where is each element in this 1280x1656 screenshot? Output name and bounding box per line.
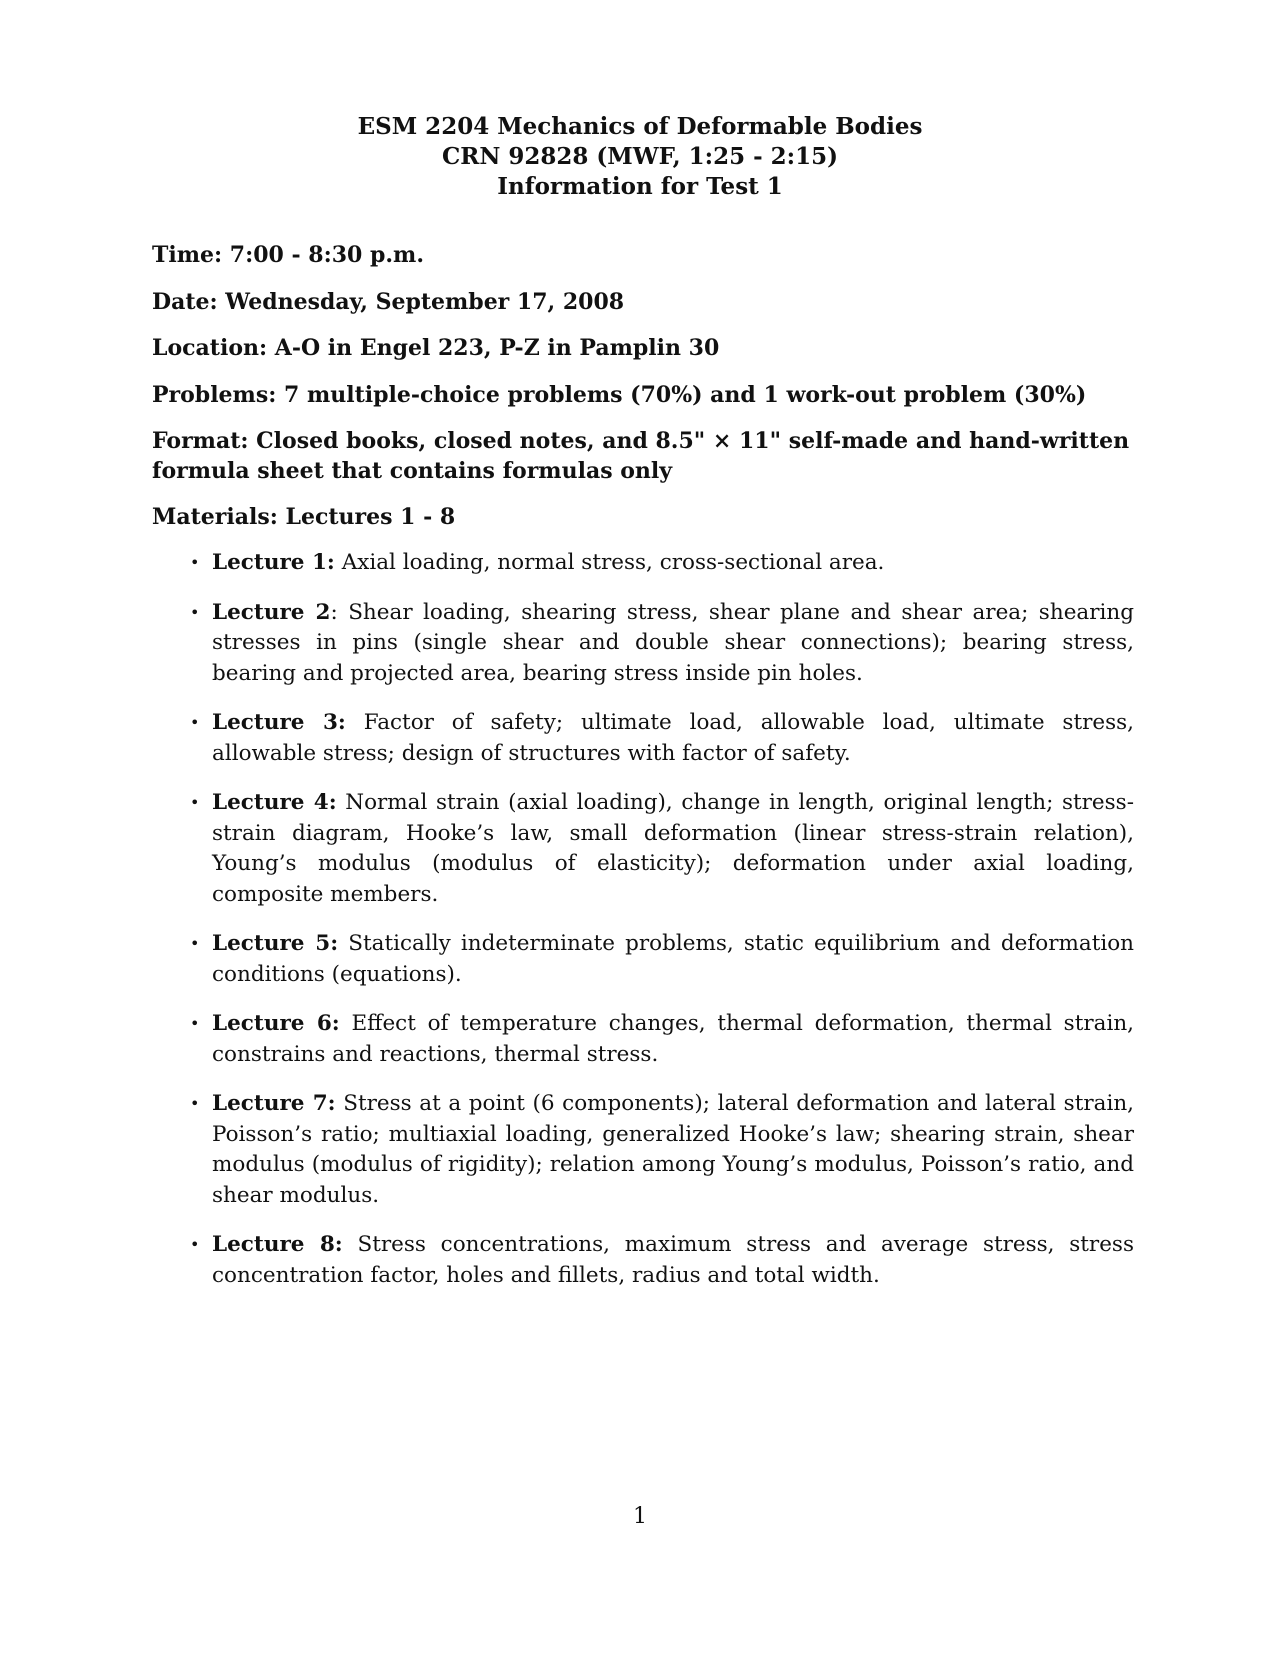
lecture-label: Lecture 5: xyxy=(212,931,339,956)
info-date xyxy=(152,287,1134,317)
lecture-item xyxy=(190,1089,1134,1211)
lecture-item xyxy=(190,929,1135,990)
info-label: Date: xyxy=(152,289,218,315)
info-location xyxy=(152,333,1134,363)
lecture-label: Lecture 8: xyxy=(212,1232,343,1257)
lecture-item xyxy=(190,548,1134,579)
info-value: 7:00 - 8:30 p.m. xyxy=(229,242,424,268)
bullet-icon: • xyxy=(190,934,200,953)
lecture-label: Lecture 6: xyxy=(212,1011,340,1036)
lecture-label: Lecture 3: xyxy=(212,710,346,735)
info-time xyxy=(152,240,1134,270)
lecture-label: Lecture 4: xyxy=(212,790,337,815)
bullet-icon: • xyxy=(190,1094,200,1113)
lecture-item xyxy=(190,1230,1134,1291)
page-number: 1 xyxy=(633,1504,647,1529)
info-label: Location: xyxy=(152,335,268,361)
course-title: ESM 2204 Mechanics of Deformable Bodies xyxy=(357,113,923,140)
info-value: 7 multiple-choice problems (70%) and 1 work-out problem (30%) xyxy=(284,382,1087,408)
bullet-icon: • xyxy=(190,602,200,622)
lecture-label: Lecture 1: xyxy=(212,550,335,575)
title-block xyxy=(0,112,1280,202)
lecture-text: Normal strain (axial loading), change in length, original length; stress-strain diagram, Hooke’s law, small deformation (linear stress-strain relation), Young’s modulus (modulus of elasticity); deformation under axial loading, composite members. xyxy=(212,790,1134,907)
lecture-text: Stress at a point (6 components); lateral deformation and lateral strain, Poisson’s ratio; multiaxial loading, generalized Hooke’s law; shearing strain, shear modulus (modulus of rigidity); relation among Young’s modulus, Poisson’s ratio, and shear modulus. xyxy=(212,1091,1134,1208)
bullet-icon: • xyxy=(190,1014,200,1033)
info-problems xyxy=(152,380,1134,410)
lecture-item xyxy=(190,708,1134,769)
lecture-item xyxy=(190,1009,1135,1070)
document-subtitle: Information for Test 1 xyxy=(497,173,783,200)
lecture-text: Effect of temperature changes, thermal deformation, thermal strain, constrains and reactions, thermal stress. xyxy=(212,1011,1135,1067)
bullet-icon: • xyxy=(190,713,200,732)
info-label: Format: xyxy=(152,428,249,454)
lecture-item xyxy=(190,598,1134,690)
lecture-text: : Shear loading, shearing stress, shear plane and shear area; shearing stresses in pins (single shear and double shear connections); bearing stress, bearing and projected area, bearing stress inside pin holes. xyxy=(212,599,1134,686)
info-format xyxy=(152,426,1134,486)
lecture-list xyxy=(190,548,1135,1310)
lecture-label: Lecture 7: xyxy=(212,1091,336,1116)
course-crn: CRN 92828 (MWF, 1:25 - 2:15) xyxy=(441,143,839,170)
info-label: Problems: xyxy=(152,382,277,408)
info-label: Materials: xyxy=(152,504,278,530)
info-materials xyxy=(152,502,1134,532)
lecture-text: Statically indeterminate problems, static equilibrium and deformation conditions (equations). xyxy=(212,931,1135,987)
bullet-icon: • xyxy=(190,1235,200,1254)
info-value: Closed books, closed notes, and 8.5" × 11" self-made and hand-written formula sheet that contains formulas only xyxy=(152,428,1130,484)
lecture-text: Axial loading, normal stress, cross-sectional area. xyxy=(341,550,885,575)
bullet-icon: • xyxy=(190,793,200,812)
lecture-text: Stress concentrations, maximum stress and average stress, stress concentration factor, holes and fillets, radius and total width. xyxy=(212,1232,1134,1288)
lecture-label: Lecture 2 xyxy=(212,599,331,625)
info-value: Wednesday, September 17, 2008 xyxy=(225,289,625,315)
info-value: Lectures 1 - 8 xyxy=(285,504,456,530)
info-label: Time: xyxy=(152,242,223,268)
bullet-icon: • xyxy=(190,553,200,572)
lecture-text: Factor of safety; ultimate load, allowable load, ultimate stress, allowable stress; design of structures with factor of safety. xyxy=(212,710,1134,766)
info-value: A-O in Engel 223, P-Z in Pamplin 30 xyxy=(274,335,720,361)
lecture-item xyxy=(190,788,1134,910)
